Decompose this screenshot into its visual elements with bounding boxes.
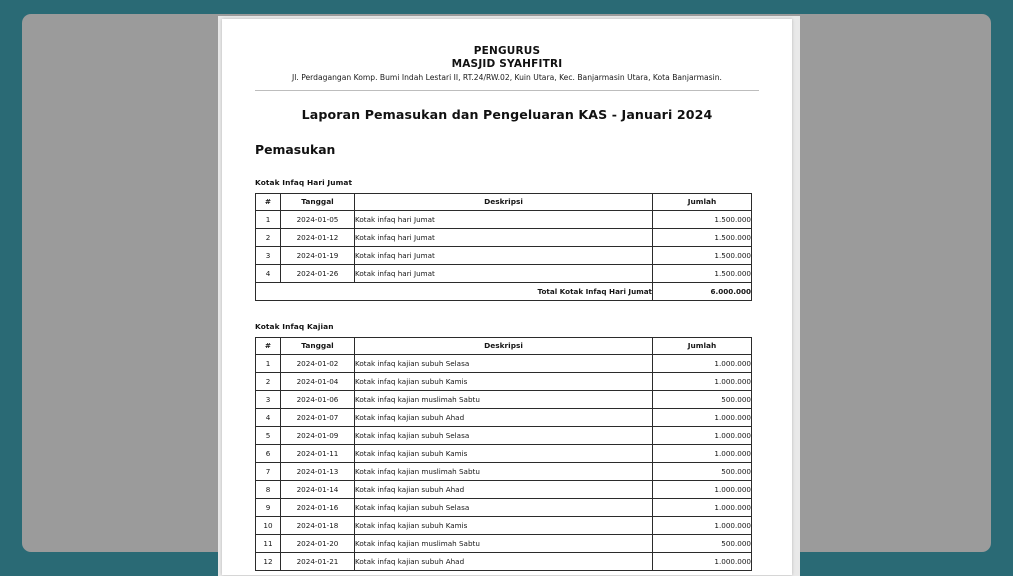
- table-row: [256, 553, 752, 571]
- table-row: [256, 373, 752, 391]
- column-header-date: Tanggal: [281, 338, 355, 355]
- cell-date: 2024-01-11: [281, 445, 355, 463]
- cell-desc: Kotak infaq kajian muslimah Sabtu: [355, 535, 653, 553]
- table-row: [256, 229, 752, 247]
- cell-num: 9: [256, 499, 281, 517]
- table-caption: Kotak Infaq Hari Jumat: [255, 178, 353, 187]
- cell-desc: Kotak infaq kajian subuh Ahad: [355, 553, 653, 571]
- cell-num: 10: [256, 517, 281, 535]
- cell-date: 2024-01-02: [281, 355, 355, 373]
- document-page: [222, 19, 792, 575]
- cell-num: 3: [256, 391, 281, 409]
- tables-container: [255, 178, 759, 571]
- cell-amount: 1.000.000: [653, 355, 752, 373]
- cell-date: 2024-01-16: [281, 499, 355, 517]
- cell-date: 2024-01-06: [281, 391, 355, 409]
- cell-num: 8: [256, 481, 281, 499]
- table-header-row: [256, 194, 752, 211]
- cell-num: 3: [256, 247, 281, 265]
- cell-date: 2024-01-12: [281, 229, 355, 247]
- cell-date: 2024-01-05: [281, 211, 355, 229]
- cell-date: 2024-01-04: [281, 373, 355, 391]
- cell-amount: 1.000.000: [653, 445, 752, 463]
- cell-date: 2024-01-20: [281, 535, 355, 553]
- table-row: [256, 391, 752, 409]
- cell-date: 2024-01-09: [281, 427, 355, 445]
- cell-date: 2024-01-13: [281, 463, 355, 481]
- total-label: Total Kotak Infaq Hari Jumat: [256, 283, 653, 301]
- cell-num: 2: [256, 229, 281, 247]
- column-header-desc: Deskripsi: [355, 338, 653, 355]
- table-row: [256, 499, 752, 517]
- column-header-amount: Jumlah: [653, 338, 752, 355]
- cell-amount: 1.000.000: [653, 373, 752, 391]
- table-row: [256, 481, 752, 499]
- cell-num: 4: [256, 265, 281, 283]
- letterhead-divider: [255, 90, 759, 91]
- cell-num: 6: [256, 445, 281, 463]
- table-row: [256, 535, 752, 553]
- cell-desc: Kotak infaq hari Jumat: [355, 265, 653, 283]
- cell-amount: 1.500.000: [653, 229, 752, 247]
- cell-desc: Kotak infaq kajian subuh Selasa: [355, 355, 653, 373]
- report-table: [255, 337, 752, 571]
- cell-date: 2024-01-19: [281, 247, 355, 265]
- table-row: [256, 355, 752, 373]
- cell-amount: 1.500.000: [653, 211, 752, 229]
- total-amount: 6.000.000: [653, 283, 752, 301]
- cell-date: 2024-01-26: [281, 265, 355, 283]
- cell-num: 12: [256, 553, 281, 571]
- cell-num: 1: [256, 211, 281, 229]
- cell-num: 11: [256, 535, 281, 553]
- cell-num: 1: [256, 355, 281, 373]
- cell-num: 2: [256, 373, 281, 391]
- column-header-num: #: [256, 194, 281, 211]
- cell-desc: Kotak infaq kajian subuh Ahad: [355, 409, 653, 427]
- table-row: [256, 517, 752, 535]
- cell-desc: Kotak infaq kajian subuh Kamis: [355, 517, 653, 535]
- cell-desc: Kotak infaq kajian subuh Selasa: [355, 499, 653, 517]
- cell-num: 7: [256, 463, 281, 481]
- cell-date: 2024-01-14: [281, 481, 355, 499]
- report-table: [255, 193, 752, 301]
- table-caption: Kotak Infaq Kajian: [255, 322, 334, 331]
- cell-amount: 500.000: [653, 391, 752, 409]
- table-row: [256, 445, 752, 463]
- table-row: [256, 463, 752, 481]
- page-title: Laporan Pemasukan dan Pengeluaran KAS - Januari 2024: [301, 107, 713, 122]
- cell-desc: Kotak infaq kajian subuh Kamis: [355, 373, 653, 391]
- table-header-row: [256, 338, 752, 355]
- document-viewport[interactable]: [22, 14, 991, 566]
- cell-amount: 1.000.000: [653, 517, 752, 535]
- cell-date: 2024-01-21: [281, 553, 355, 571]
- table-row: [256, 247, 752, 265]
- cell-desc: Kotak infaq hari Jumat: [355, 247, 653, 265]
- cell-date: 2024-01-18: [281, 517, 355, 535]
- cell-amount: 1.000.000: [653, 427, 752, 445]
- cell-desc: Kotak infaq kajian muslimah Sabtu: [355, 391, 653, 409]
- cell-amount: 1.000.000: [653, 409, 752, 427]
- letterhead-line-1: PENGURUS: [473, 45, 541, 57]
- cell-desc: Kotak infaq hari Jumat: [355, 229, 653, 247]
- cell-desc: Kotak infaq kajian subuh Selasa: [355, 427, 653, 445]
- column-header-desc: Deskripsi: [355, 194, 653, 211]
- cell-desc: Kotak infaq kajian subuh Kamis: [355, 445, 653, 463]
- cell-amount: 1.000.000: [653, 499, 752, 517]
- column-header-date: Tanggal: [281, 194, 355, 211]
- cell-desc: Kotak infaq kajian subuh Ahad: [355, 481, 653, 499]
- cell-num: 5: [256, 427, 281, 445]
- cell-amount: 1.000.000: [653, 553, 752, 571]
- letterhead-line-2: MASJID SYAHFITRI: [451, 57, 563, 70]
- cell-amount: 500.000: [653, 535, 752, 553]
- cell-amount: 1.500.000: [653, 247, 752, 265]
- cell-desc: Kotak infaq kajian muslimah Sabtu: [355, 463, 653, 481]
- letterhead: [255, 45, 759, 91]
- cell-amount: 500.000: [653, 463, 752, 481]
- column-header-num: #: [256, 338, 281, 355]
- letterhead-address: Jl. Perdagangan Komp. Bumi Indah Lestari II, RT.24/RW.02, Kuin Utara, Kec. Banjarmasin Utara, Kota Banjarmasin.: [292, 73, 722, 82]
- cell-date: 2024-01-07: [281, 409, 355, 427]
- cell-desc: Kotak infaq hari Jumat: [355, 211, 653, 229]
- table-row: [256, 427, 752, 445]
- section-title-pemasukan: Pemasukan: [255, 142, 336, 157]
- table-total-row: [256, 283, 752, 301]
- table-row: [256, 265, 752, 283]
- table-row: [256, 409, 752, 427]
- table-row: [256, 211, 752, 229]
- cell-amount: 1.000.000: [653, 481, 752, 499]
- cell-amount: 1.500.000: [653, 265, 752, 283]
- cell-num: 4: [256, 409, 281, 427]
- column-header-amount: Jumlah: [653, 194, 752, 211]
